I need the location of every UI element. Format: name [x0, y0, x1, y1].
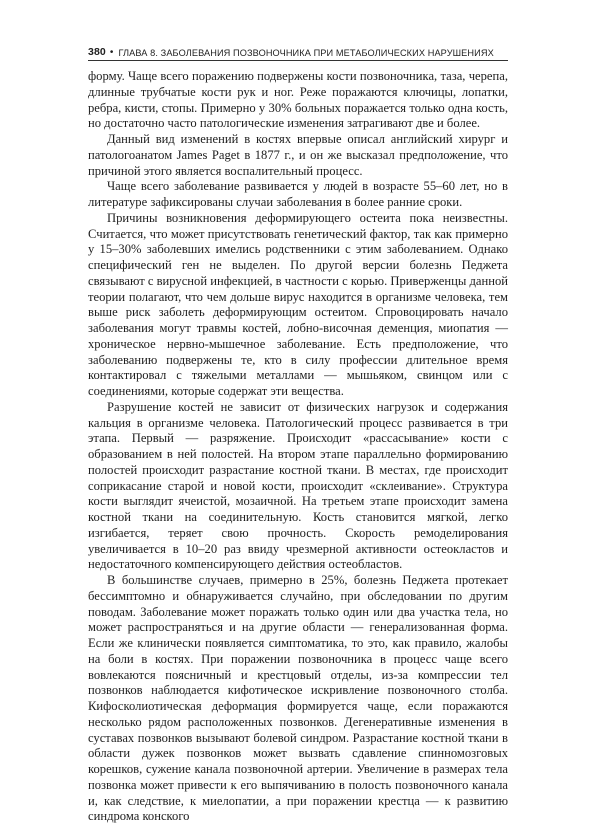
paragraph: Разрушение костей не зависит от физических нагрузок и содержания кальция в организме человека. Патологический процесс развивается в три этапа. Первый — разряжение. Происходит «рассасывание» кости с образованием в ней полостей. На втором этапе параллельно формированию полостей происходит разрастание костной ткани. В местах, где происходит соприкасание старой и новой кости, происходит «склеивание». Структура кости выглядит ячеистой, мозаичной. На третьем этапе происходит замена костной ткани на соединительную. Кость становится мягкой, легко изгибается, теряет свою прочность. Скорость ремоделирования увеличивается в 10–20 раз ввиду чрезмерной активности остеокластов и недостаточного компенсирующего действия остеобластов.: [88, 399, 508, 572]
paragraph: форму. Чаще всего поражению подвержены кости позвоночника, таза, черепа, длинные трубчатые кости рук и ног. Реже поражаются ключицы, лопатки, ребра, кисти, стопы. Примерно у 30% больных поражается только одна кость, но достаточно часто патологические изменения затрагивают две и более.: [88, 69, 508, 131]
running-header: [88, 42, 508, 58]
paragraph: Чаще всего заболевание развивается у людей в возрасте 55–60 лет, но в литературе зафиксированы случаи заболевания в более ранние сроки.: [88, 179, 508, 209]
paragraph: Причины возникновения деформирующего остеита пока неизвестны. Считается, что может присутствовать генетический фактор, так как примерно у 15–30% заболевших имелись родственники с этим заболеванием. Однако специфический ген не выделен. По другой версии болезнь Педжета связывают с вирусной инфекцией, в частности с корью. Приверженцы данной теории полагают, что чем дольше вирус находится в организме человека, тем выше риск заболеть деформирующим остеитом. Спровоцировать начало заболевания могут травмы костей, лобно-височная деменция, миопатия — хроническое нервно-мышечное заболевание. Есть предположение, что заболеванию подвержены те, кто в силу профессии длительное время контактировал с тяжелыми металлами — мышьяком, свинцом или с соединениями, которые содержат эти вещества.: [88, 210, 509, 398]
paragraph: Данный вид изменений в костях впервые описал английский хирург и патологоанатом James Paget в 1877 г., и он же высказал предположение, что причиной этого является воспалительный процесс.: [88, 132, 508, 178]
header-bullet: •: [109, 47, 114, 58]
page-number: 380: [88, 46, 106, 58]
page-body: [88, 69, 509, 824]
header-rule: [88, 60, 508, 61]
paragraph: В большинстве случаев, примерно в 25%, болезнь Педжета протекает бессимптомно и обнаруживается случайно, при обследовании по другим поводам. Заболевание может поражать только один или два участка тела, но может распространяться и на другие области — генерализованная форма. Если же клинически появляется симптоматика, то это, как правило, жалобы на боли в костях. При поражении позвоночника в процесс чаще всего вовлекаются поясничный и крестцовый отделы, из-за компрессии тел позвонков наблюдается кифотическое искривление позвоночного столба. Кифосколиотическая деформация формируется чаще, если поражаются несколько рядом расположенных позвонков. Дегенеративные изменения в суставах позвонков вызывают болевой синдром. Разрастание костной ткани в области дужек позвонков может вызвать сдавление спинномозговых корешков, сужение канала позвоночной артерии. Увеличение в размерах тела позвонка может привести к его выпячиванию в полость позвоночного канала и, как следствие, к миелопатии, а при поражении крестца — к развитию синдрома конского: [88, 573, 508, 824]
chapter-title: ГЛАВА 8. ЗАБОЛЕВАНИЯ ПОЗВОНОЧНИКА ПРИ МЕТАБОЛИЧЕСКИХ НАРУШЕНИЯХ: [118, 48, 494, 58]
